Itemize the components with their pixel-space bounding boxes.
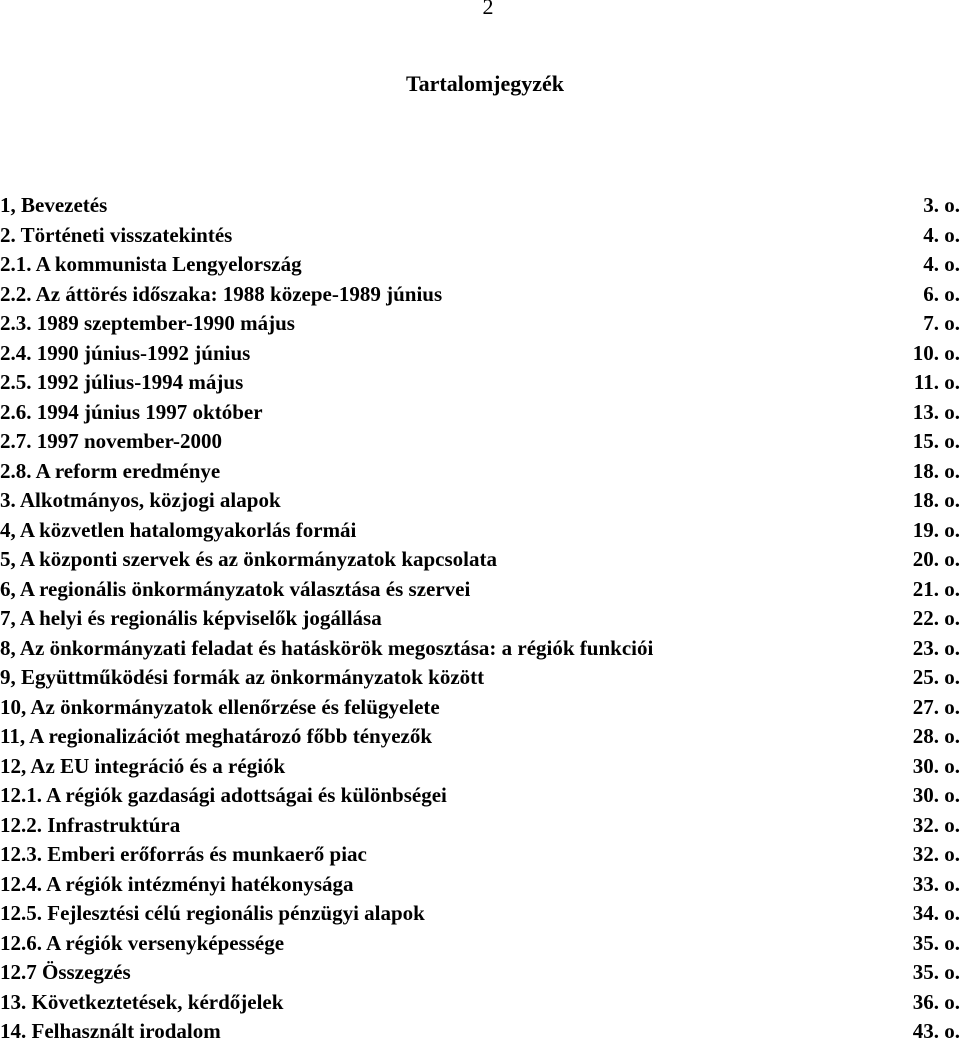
page-number: 2 (482, 0, 494, 19)
toc-entry-label: 12.1. A régiók gazdasági adottságai és különbségei (0, 783, 447, 807)
toc-entry-label: 5, A központi szervek és az önkormányzatok kapcsolata (0, 547, 498, 571)
toc-entry-page: 27. o. (912, 694, 960, 719)
toc-entry-page: 32. o. (912, 842, 960, 866)
toc-entry-page: 34. o. (912, 901, 960, 925)
toc-entry[interactable] (0, 693, 960, 723)
toc-entry-page: 32. o. (912, 812, 960, 837)
toc-entry[interactable] (0, 988, 960, 1018)
page-title: Tartalomjegyzék (405, 71, 565, 96)
toc-entry[interactable] (0, 309, 960, 339)
toc-entry-label: 2.2. Az áttörés időszaka: 1988 közepe-1989 június (0, 281, 443, 306)
toc-entry-label: 12.2. Infrastruktúra (0, 812, 181, 837)
toc-entry-label: 9, Együttműködési formák az önkormányzatok között (0, 665, 485, 689)
toc-entry-label: 2. Történeti visszatekintés (0, 222, 233, 247)
toc-entry[interactable] (0, 899, 960, 929)
toc-entry[interactable] (0, 368, 960, 398)
toc-entry[interactable] (0, 545, 960, 575)
toc-entry-label: 2.8. A reform eredménye (0, 458, 221, 483)
toc-entry-label: 2.5. 1992 július-1994 május (0, 370, 244, 394)
toc-entry-label: 2.1. A kommunista Lengyelország (0, 252, 302, 276)
toc-entry-page: 7. o. (923, 311, 960, 335)
toc-entry-label: 2.3. 1989 szeptember-1990 május (0, 311, 295, 335)
toc-entry-page: 43. o. (912, 1019, 960, 1043)
toc-entry[interactable] (0, 516, 960, 546)
toc-entry[interactable] (0, 280, 960, 310)
toc-entry-page: 33. o. (912, 871, 960, 896)
toc-entry[interactable] (0, 752, 960, 782)
toc-entry-label: 7, A helyi és regionális képviselők jogállása (0, 606, 382, 630)
toc-entry[interactable] (0, 722, 960, 752)
toc-entry[interactable] (0, 486, 960, 516)
toc-entry-page: 19. o. (912, 517, 960, 542)
toc-entry-page: 4. o. (923, 222, 960, 247)
toc-entry-label: 11, A regionalizációt meghatározó főbb tényezők (0, 724, 433, 748)
toc-entry-page: 28. o. (912, 724, 960, 748)
toc-entry[interactable] (0, 840, 960, 870)
toc-entry-label: 4, A közvetlen hatalomgyakorlás formái (0, 517, 357, 542)
toc-entry-label: 12.6. A régiók versenyképessége (0, 930, 285, 955)
toc-entry-label: 8, Az önkormányzati feladat és hatáskörök megosztása: a régiók funkciói (0, 635, 654, 660)
toc-entry[interactable] (0, 604, 960, 634)
toc-entry[interactable] (0, 663, 960, 693)
toc-entry-label: 12.5. Fejlesztési célú regionális pénzügyi alapok (0, 901, 425, 925)
toc-entry-label: 13. Következtetések, kérdőjelek (0, 989, 284, 1014)
toc-entry-page: 6. o. (923, 281, 960, 306)
toc-entry-label: 3. Alkotmányos, közjogi alapok (0, 488, 281, 512)
toc-entry[interactable] (0, 958, 960, 988)
toc-entry-label: 12.3. Emberi erőforrás és munkaerő piac (0, 842, 367, 866)
toc-entry-page: 35. o. (912, 960, 960, 984)
toc-entry[interactable] (0, 575, 960, 605)
toc-entry-label: 12.7 Összegzés (0, 960, 131, 984)
toc-entry-page: 21. o. (912, 576, 960, 601)
toc-entry-label: 2.4. 1990 június-1992 június (0, 340, 251, 365)
toc-entry-page: 18. o. (912, 458, 960, 483)
toc-entry[interactable] (0, 427, 960, 457)
toc-entry-label: 2.6. 1994 június 1997 október (0, 399, 263, 424)
toc-entry[interactable] (0, 929, 960, 959)
toc-entry-page: 13. o. (912, 399, 960, 424)
toc-entry[interactable] (0, 811, 960, 841)
toc-entry[interactable] (0, 781, 960, 811)
toc-entry-page: 15. o. (912, 429, 960, 453)
toc-entry[interactable] (0, 191, 960, 221)
toc-entry[interactable] (0, 398, 960, 428)
toc-entry[interactable] (0, 634, 960, 664)
toc-entry-page: 36. o. (912, 989, 960, 1014)
toc-entry[interactable] (0, 1017, 960, 1047)
toc-entry-label: 12, Az EU integráció és a régiók (0, 753, 286, 778)
toc-entry-label: 2.7. 1997 november-2000 (0, 429, 223, 453)
toc-entry[interactable] (0, 221, 960, 251)
toc-entry[interactable] (0, 870, 960, 900)
toc-entry-page: 30. o. (912, 783, 960, 807)
toc-entry-page: 20. o. (912, 547, 960, 571)
toc-entry-page: 4. o. (923, 252, 960, 276)
toc-entry-label: 1, Bevezetés (0, 193, 108, 217)
toc-entry-page: 35. o. (912, 930, 960, 955)
toc-entry-page: 18. o. (912, 488, 960, 512)
toc-entry-page: 23. o. (912, 635, 960, 660)
toc-entry[interactable] (0, 457, 960, 487)
toc-entry-label: 10, Az önkormányzatok ellenőrzése és felügyelete (0, 694, 440, 719)
toc-entry-label: 6, A regionális önkormányzatok választása és szervei (0, 576, 471, 601)
toc-entry-page: 22. o. (912, 606, 960, 630)
table-of-contents (0, 191, 960, 1047)
toc-entry-page: 10. o. (912, 340, 960, 365)
toc-entry[interactable] (0, 339, 960, 369)
toc-entry-page: 30. o. (912, 753, 960, 778)
toc-entry-label: 12.4. A régiók intézményi hatékonysága (0, 871, 354, 896)
toc-entry-page: 11. o. (913, 370, 960, 394)
toc-entry-page: 25. o. (912, 665, 960, 689)
toc-entry-label: 14. Felhasznált irodalom (0, 1019, 221, 1043)
toc-entry[interactable] (0, 250, 960, 280)
toc-entry-page: 3. o. (923, 193, 960, 217)
